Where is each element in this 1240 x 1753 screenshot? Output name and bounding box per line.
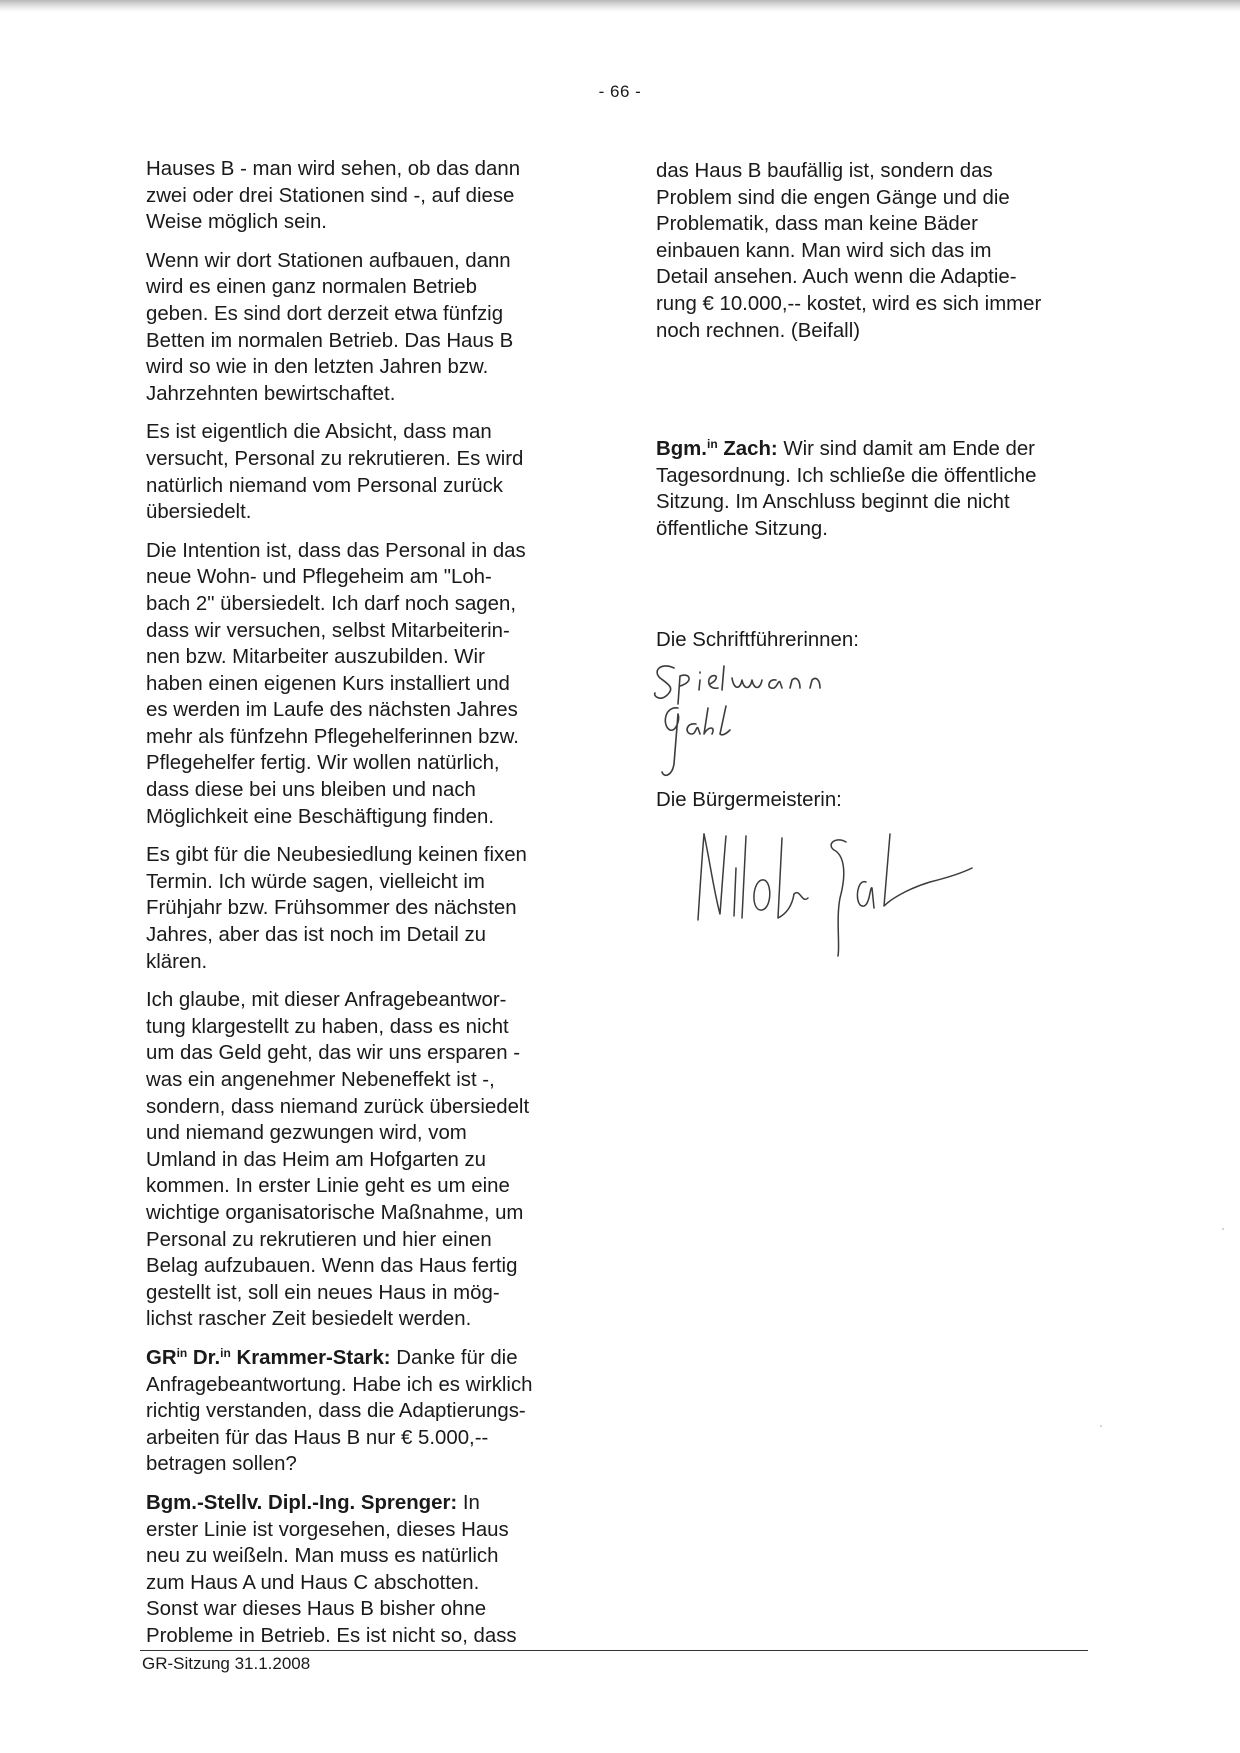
paragraph-intention: Die Intention ist, dass das Personal in das neue Wohn- und Pflegeheim am "Loh- bach 2" übersiedelt. Ich darf noch sagen, dass wir versuchen, selbst Mitarbeiterin- nen bzw. Mitarbeiter auszubilden. Wir haben einen eigenen Kurs installiert und es werden im Laufe des nächsten Jahres mehr als fünfzehn Pflegehelferinnen bzw. Pflegehelfer fertig. Wir wollen natürlich, dass diese bei uns bleiben und nach Möglichkeit eine Beschäftigung finden.: [146, 539, 526, 828]
paragraph-recruit-staff: Es ist eigentlich die Absicht, dass man versucht, Personal zu rekrutieren. Es wird natürlich niemand vom Personal zurück übersiedelt.: [146, 421, 524, 524]
speech-krammer-stark: [146, 1345, 606, 1478]
speech-text: In erster Linie ist vorgesehen, dieses Haus neu zu weißeln. Man muss es natürlich zum Haus A und Haus C abschotten. Sonst war dieses Haus B bisher ohne Probleme in Betrieb. Es ist nicht so, dass: [146, 1491, 517, 1647]
speaker-sprenger: Bgm.-Stellv. Dipl.-Ing. Sprenger:: [146, 1491, 458, 1514]
paragraph-resettlement-date: Es gibt für die Neubesiedlung keinen fixen Termin. Ich würde sagen, vielleicht im Frühjahr bzw. Frühsommer des nächsten Jahres, aber das ist noch im Detail zu klären.: [146, 844, 527, 973]
speaker-krammer-stark: $GR^{in}$ Dr.$^{in}$ Krammer-Stark:: [146, 1345, 391, 1369]
signature-gabl: [656, 704, 756, 784]
scan-speck: [1222, 1228, 1224, 1230]
scan-edge-shadow: [0, 0, 1240, 12]
scan-speck: [1100, 1425, 1102, 1427]
page-number: - 66 -: [598, 82, 642, 101]
paragraph-clarification: Ich glaube, mit dieser Anfragebeantwor- tung klargestellt zu haben, dass es nicht um das Geld geht, das wir uns ersparen - was ein angenehmer Nebeneffekt ist -, sondern, dass niemand zurück übersiedelt und niemand gezwungen wird, vom Umland in das Heim am Hofgarten zu kommen. In erster Linie geht es um eine wichtige organisatorische Maßnahme, um Personal zu rekrutieren und hier einen Belag aufzubauen. Wenn das Haus fertig gestellt ist, soll ein neues Haus in mög- lichst rascher Zeit besiedelt werden.: [146, 989, 530, 1331]
footer-session-date: GR-Sitzung 31.1.2008: [142, 1654, 311, 1673]
speech-text: Danke für die Anfragebeantwortung. Habe ich es wirklich richtig verstanden, dass die Adaptierungs- arbeiten für das Haus B nur € 5.000,-- betragen sollen?: [146, 1346, 533, 1476]
paragraph-normal-operation: Wenn wir dort Stationen aufbauen, dann wird es einen ganz normalen Betrieb geben. Es sind dort derzeit etwa fünfzig Betten im normalen Betrieb. Das Haus B wird so wie in den letzten Jahren bzw. Jahrzehnten bewirtschaftet.: [146, 249, 514, 405]
signature-spielmann: [650, 660, 890, 710]
right-column: [656, 158, 1106, 356]
paragraph-stations: Hauses B - man wird sehen, ob das dann zwei oder drei Stationen sind -, auf diese Weise möglich sein.: [146, 158, 521, 234]
paragraph-continuation: das Haus B baufällig ist, sondern das Problem sind die engen Gänge und die Problematik, dass man keine Bäder einbauen kann. Man wird sich das im Detail ansehen. Auch wenn die Adaptie- rung € 10.000,-- kostet, wird es sich immer noch rechnen. (Beifall): [656, 160, 1042, 342]
speech-sprenger: [146, 1490, 606, 1650]
left-column: [146, 156, 606, 1661]
speaker-zach: Bgm.$^{in}$ Zach:: [656, 437, 778, 460]
mayor-label: Die Bürgermeisterin:: [656, 789, 842, 811]
speech-zach: [656, 436, 1106, 554]
secretaries-label: Die Schriftführerinnen:: [656, 629, 859, 651]
signature-mayor: [690, 828, 980, 958]
speech-text: Wir sind damit am Ende der Tagesordnung. Ich schließe die öffentliche Sitzung. Im Anschluss beginnt die nicht öffentliche Sitzung.: [656, 438, 1037, 540]
footer-rule: [140, 1650, 1088, 1651]
